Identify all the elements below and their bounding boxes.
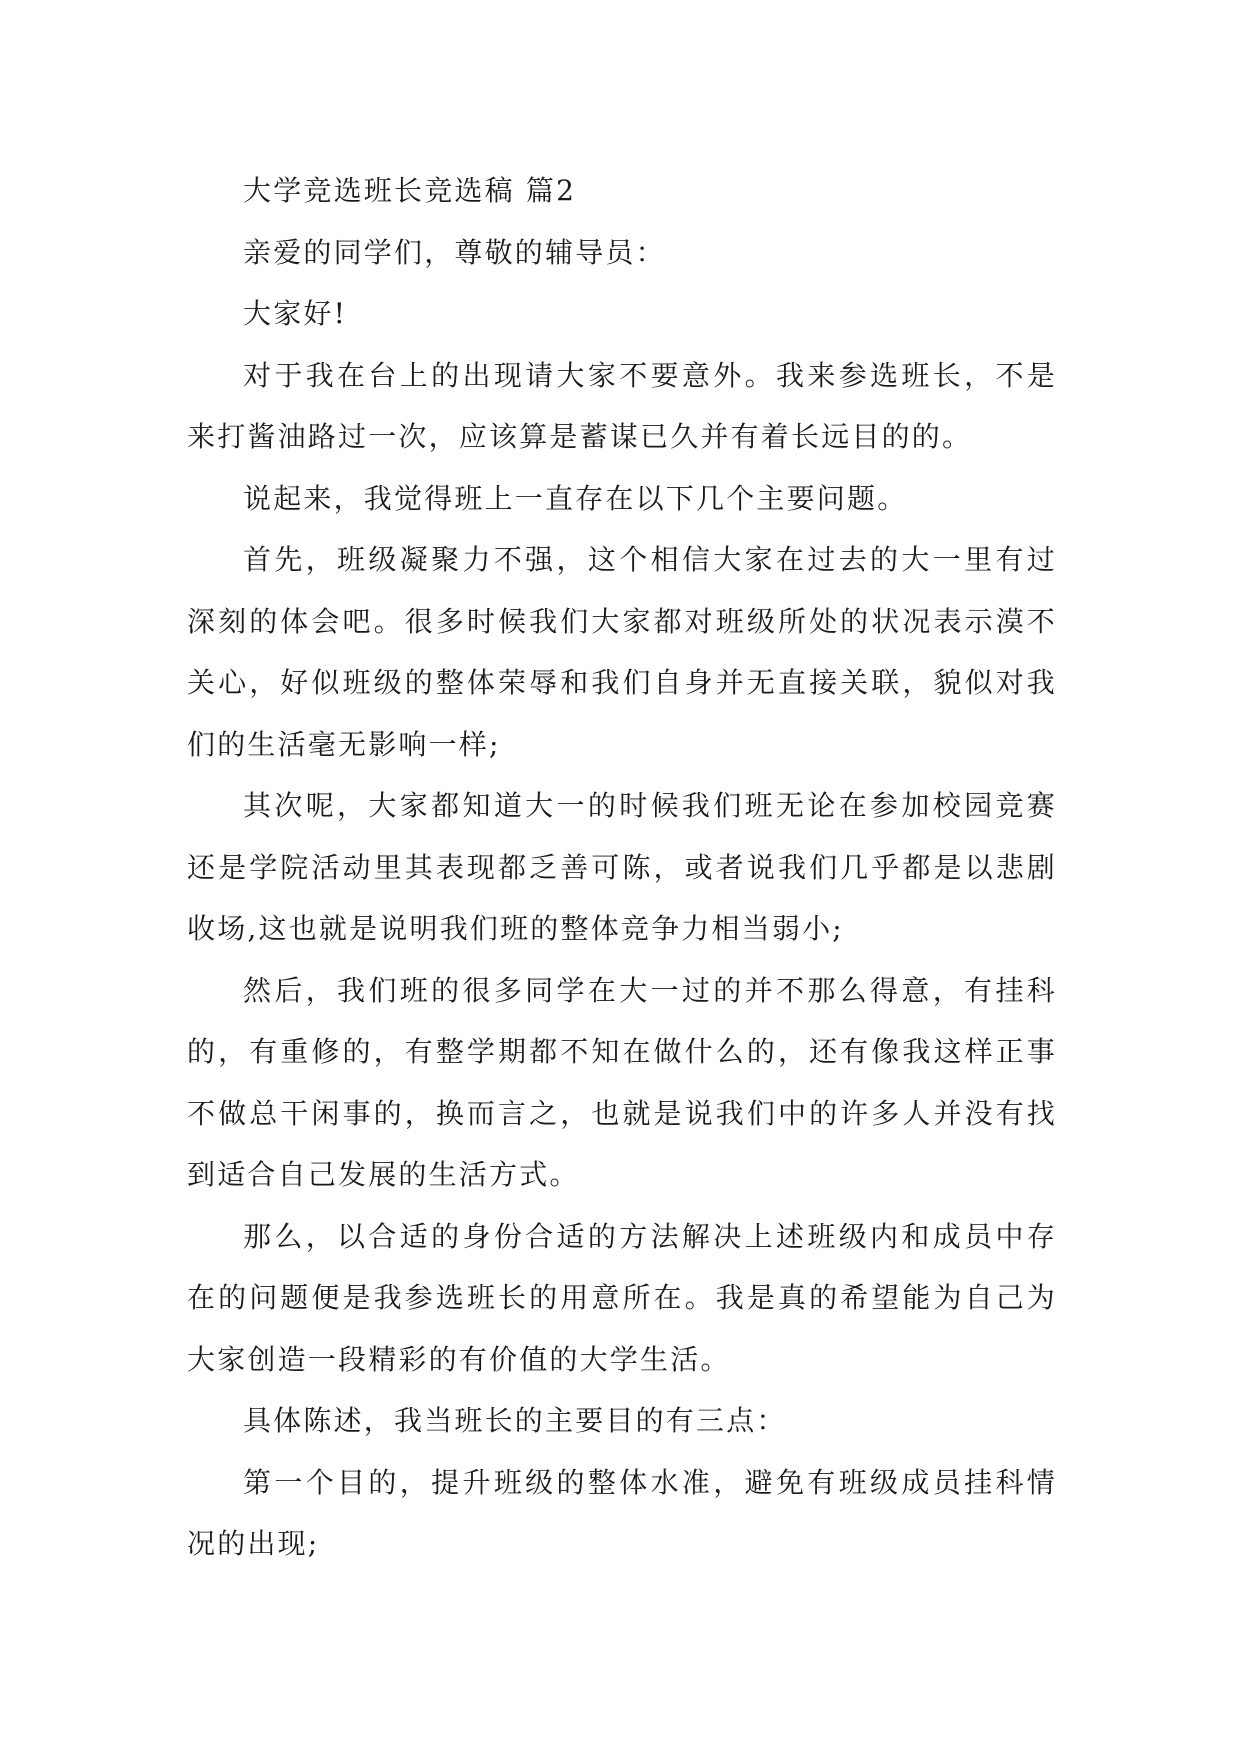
paragraph: 首先，班级凝聚力不强，这个相信大家在过去的大一里有过深刻的体会吧。很多时候我们大家都对班级所处的状况表示漠不关心，好似班级的整体荣辱和我们自身并无直接关联，貌似对我们的生活毫无影响一样;: [187, 543, 1057, 761]
paragraph: 那么，以合适的身份合适的方法解决上述班级内和成员中存在的问题便是我参选班长的用意所在。我是真的希望能为自己为大家创造一段精彩的有价值的大学生活。: [187, 1219, 1057, 1376]
paragraph: 然后，我们班的很多同学在大一过的并不那么得意，有挂科的，有重修的，有整学期都不知在做什么的，还有像我这样正事不做总干闲事的，换而言之，也就是说我们中的许多人并没有找到适合自己发展的生活方式。: [187, 973, 1057, 1191]
greeting: 大家好!: [243, 297, 348, 330]
document-body: [187, 160, 1057, 1575]
paragraph: 对于我在台上的出现请大家不要意外。我来参选班长，不是来打酱油路过一次，应该算是蓄谋已久并有着长远目的的。: [187, 358, 1057, 453]
document-title: 大学竞选班长竞选稿 篇2: [243, 174, 577, 207]
paragraph: 说起来，我觉得班上一直存在以下几个主要问题。: [243, 481, 908, 515]
salutation: 亲爱的同学们，尊敬的辅导员：: [243, 235, 666, 269]
paragraph: 具体陈述，我当班长的主要目的有三点：: [243, 1404, 787, 1437]
paragraph: 其次呢，大家都知道大一的时候我们班无论在参加校园竞赛还是学院活动里其表现都乏善可陈，或者说我们几乎都是以悲剧收场,这也就是说明我们班的整体竞争力相当弱小;: [187, 789, 1057, 945]
paragraph: 第一个目的，提升班级的整体水准，避免有班级成员挂科情况的出现;: [187, 1465, 1057, 1560]
